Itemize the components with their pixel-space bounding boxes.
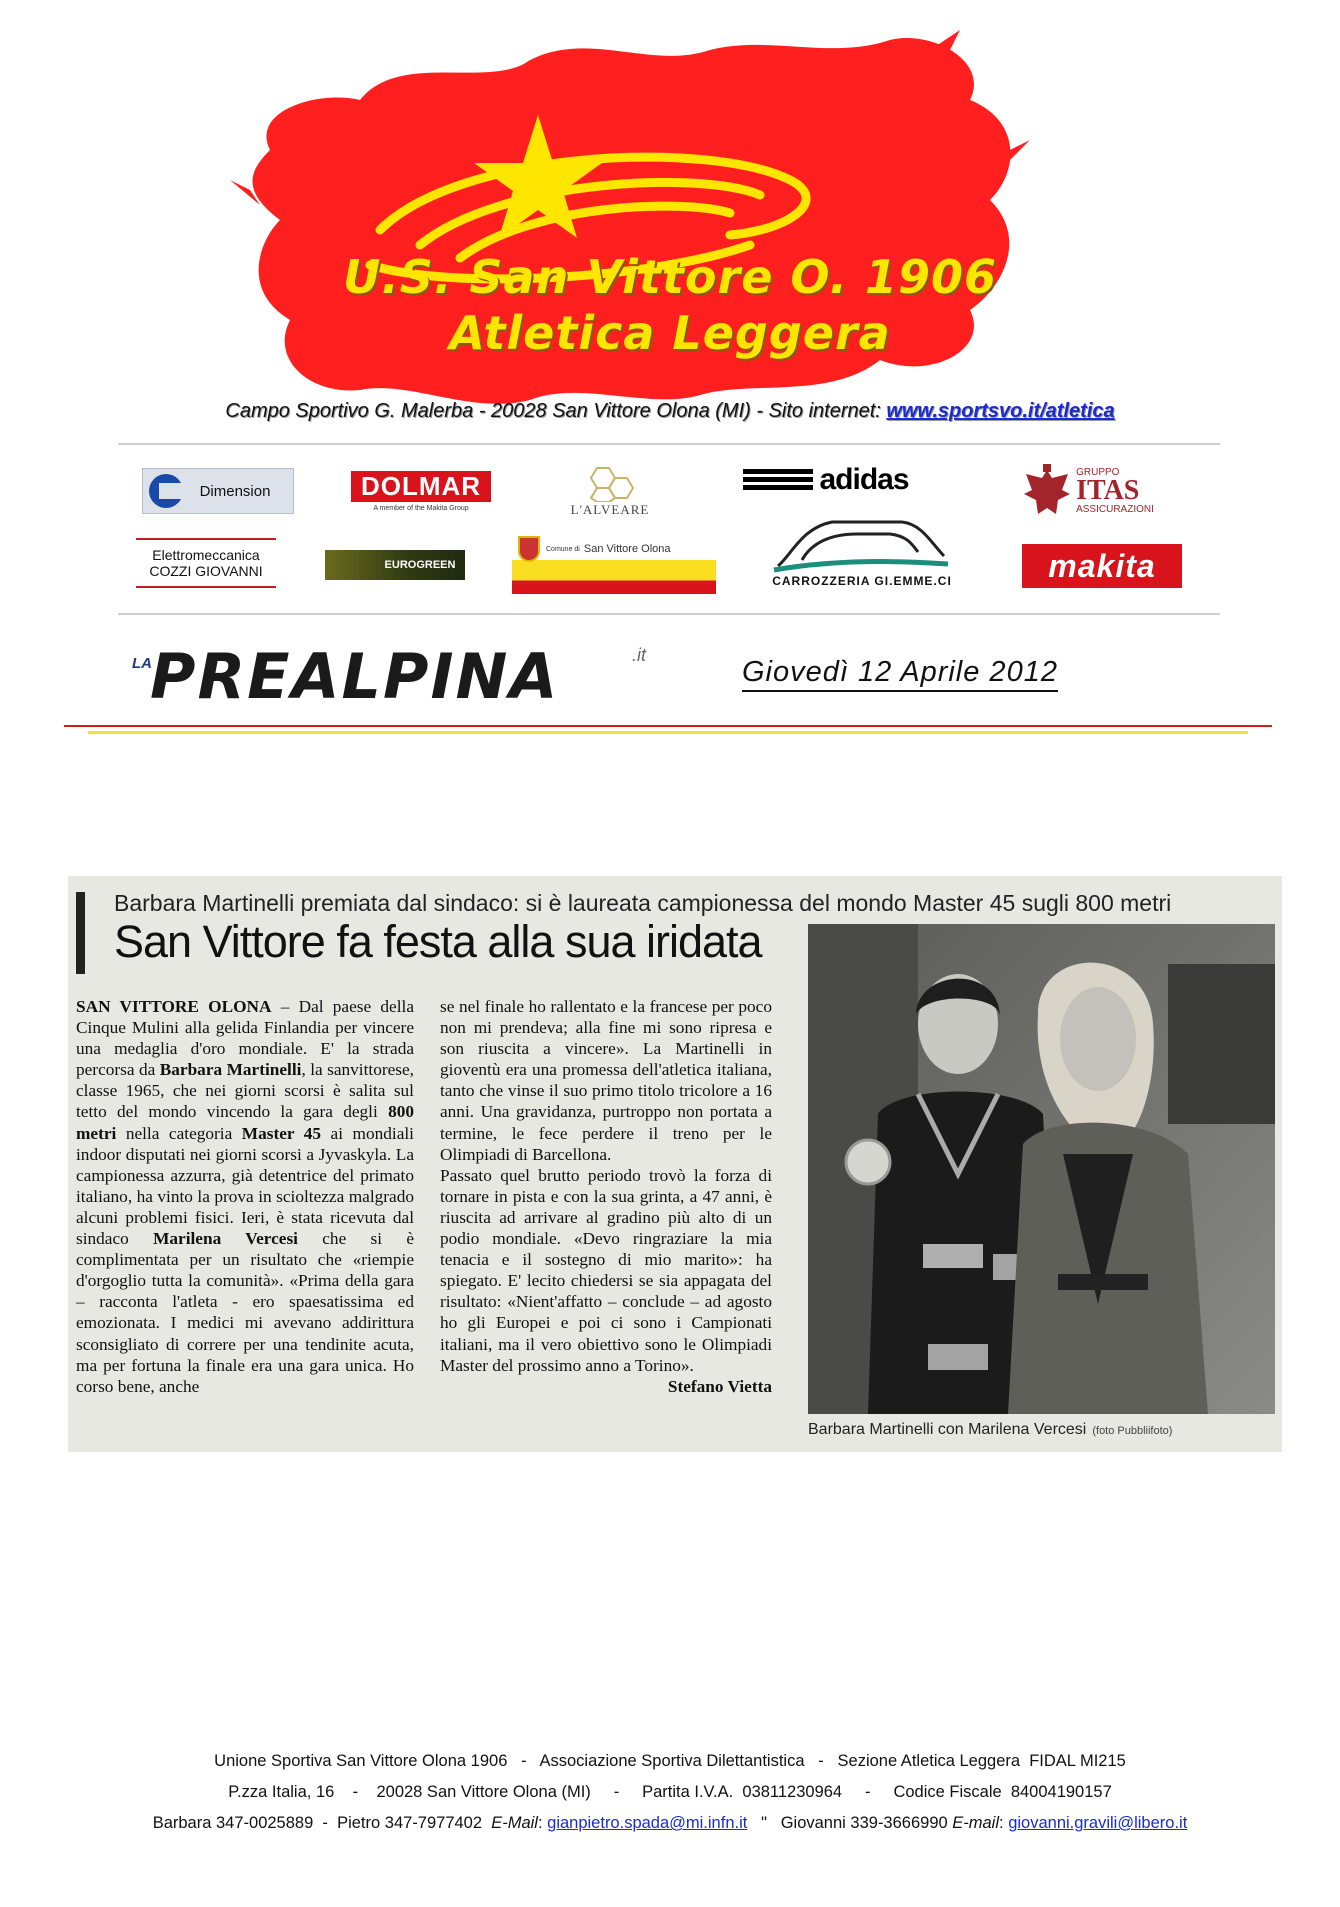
article-column-2 (440, 996, 772, 1397)
footer-separator: : (537, 1814, 548, 1832)
sponsor-comune-logo (512, 532, 716, 594)
caption-credit: (foto Pubbliifoto) (1092, 1425, 1173, 1437)
newspaper-logo: PREALPINA (150, 640, 560, 713)
website-link[interactable]: www.sportsvo.it/atletica (886, 400, 1115, 422)
dimension-c-inner (159, 483, 183, 499)
sponsor-carrozzeria-logo (762, 505, 962, 597)
alveare-text: L'ALVEARE (570, 502, 650, 517)
divider-middle (118, 613, 1220, 615)
footer-line-3 (0, 1814, 1340, 1833)
sponsor-dolmar-logo (350, 464, 492, 518)
text-run: – Dal paese della Cinque Mulini alla gelida Finlandia per vincere una medaglia d'oro mondiale. E' la strada percorsa da (76, 997, 414, 1080)
byline: Stefano Vietta (667, 1376, 772, 1396)
dateline: SAN VITTORE OLONA (76, 997, 272, 1016)
coat-of-arms-icon (518, 536, 540, 562)
sponsor-eurogreen-logo (325, 550, 465, 580)
yellow-divider (88, 731, 1248, 734)
article-photo (808, 924, 1275, 1414)
hexagon-icon (583, 466, 637, 502)
divider-top (118, 443, 1220, 445)
article-paragraph: se nel finale ho rallentato e la francese per poco non mi prendeva; alla fine mi sono ripresa e son riuscita a vincere». La Martinelli in gioventù era una promessa dell'atletica italiana, tanto che vinse il suo primo titolo tricolore a 16 anni. Una gravidanza, purtroppo non portata a termine, le fece perdere il treno per le Olimpiadi di Barcellona. (440, 997, 772, 1164)
cozzi-line2: COZZI GIOVANNI (149, 563, 263, 579)
newspaper-clipping (68, 876, 1282, 1452)
article-column-1 (76, 996, 414, 1397)
comune-text: San Vittore Olona (583, 543, 671, 555)
cozzi-line1: Elettromeccanica (152, 547, 260, 563)
sponsor-cozzi-logo (136, 538, 276, 588)
kicker-bar (76, 892, 85, 974)
itas-group-text: GRUPPO (1076, 467, 1120, 478)
newspaper-suffix: .it (632, 645, 647, 665)
newspaper-prefix: LA (132, 655, 152, 672)
footer-line-2: P.zza Italia, 16 - 20028 San Vittore Olona (MI) - Partita I.V.A. 03811230964 - Codice Fiscale 84004190157 (228, 1783, 1112, 1801)
text-run: ai mondiali indoor disputati nei giorni scorsi a Jyvaskyla. La campionessa azzurra, già detentrice del primato italiano, ha vinto la prova in scioltezza malgrado alcuni problemi fisici. Ieri, è stata ricevuta dal sindaco (76, 1123, 414, 1249)
publication-date: Giovedì 12 Aprile 2012 (742, 656, 1058, 692)
itas-text: ITAS (1076, 475, 1140, 506)
carrozzeria-text: CARROZZERIA GI.EMME.CI (772, 574, 952, 588)
text-run: che si è complimentata per un risultato che «riempie d'orgoglio tutta la comunità». «Prima della gara – racconta l'atleta - ero spaesatissima ed emozionata. I medici mi avevano addirittura sconsigliato di correre per una tendinite acuta, ma per fortuna la finale era una gara unica. Ho corso bene, anche (76, 1229, 415, 1396)
footer-phone-giovanni: " Giovanni 339-3666990 (747, 1814, 953, 1832)
email-label: E-Mail (491, 1814, 538, 1832)
sponsor-makita-logo (1022, 544, 1182, 588)
address-line (0, 400, 1340, 423)
photo-caption (808, 1421, 1172, 1439)
distance: 800 metri (76, 1102, 414, 1143)
article-paragraph: Passato quel brutto periodo trovò la forza di tornare in pista e con la sua grinta, a 47 anni, è riuscita ad arrivare al gradino più alto di un podio mondiale. «Devo ringraziare la mia tenacia e il sostegno di mio marito»: ha spiegato. E' lecito chiedersi se sia appagata del risultato: «Nient'affatto – conclude – ad agosto ho gli Europei e poi ci sono i Campionati italiani, ma il vero obiettivo sono le Olimpiadi Master del prossimo anno a Torino». (440, 1165, 772, 1375)
article-headline: San Vittore fa festa alla sua iridata (114, 916, 762, 967)
footer-phones: Barbara 347-0025889 - Pietro 347-7977402 (152, 1814, 492, 1832)
dimension-text: Dimension (199, 482, 271, 500)
footer-separator: : (999, 1814, 1009, 1832)
email-link-spada[interactable]: gianpietro.spada@mi.infn.it (547, 1814, 748, 1832)
text-run: , la sanvittorese, classe 1965, che nei giorni scorsi è salita sul tetto del mondo vincendo la gara degli (76, 1060, 414, 1122)
email-label: E-mail (952, 1814, 1000, 1832)
itas-subtitle: ASSICURAZIONI (1076, 504, 1154, 515)
text-run: nella categoria (116, 1123, 242, 1143)
footer-line-1: Unione Sportiva San Vittore Olona 1906 - Associazione Sportiva Dilettantistica - Sezione Atletica Leggera FIDAL MI215 (214, 1752, 1126, 1770)
mayor-head (1060, 987, 1136, 1091)
article-paragraph (76, 996, 414, 1397)
address-text: Campo Sportivo G. Malerba - 20028 San Vittore Olona (MI) - Sito internet: (225, 400, 887, 422)
medal-icon (846, 1140, 890, 1184)
eagle-icon (1022, 464, 1072, 518)
sponsor-adidas-logo (728, 462, 924, 498)
sponsor-itas-logo (1004, 462, 1172, 520)
sponsor-dimension-logo (142, 468, 294, 514)
dolmar-subtitle: A member of the Makita Group (373, 504, 469, 512)
article-kicker: Barbara Martinelli premiata dal sindaco: si è laureata campionessa del mondo Master 45 sugli 800 metri (114, 890, 1172, 916)
club-name-line1: U.S. San Vittore O. 1906 (342, 250, 998, 304)
eurogreen-text: EUROGREEN (384, 559, 456, 571)
category: Master 45 (241, 1123, 322, 1143)
mayor-name: Marilena Vercesi (153, 1229, 298, 1249)
photo-illustration (808, 924, 1275, 1414)
athlete-name: Barbara Martinelli (159, 1060, 302, 1080)
club-name-line2: Atletica Leggera (449, 306, 891, 360)
adidas-text: adidas (819, 463, 909, 496)
red-divider (64, 725, 1272, 727)
car-outline-icon (772, 514, 952, 574)
adidas-stripes-icon (743, 469, 813, 491)
comune-prefix: Comune di (546, 546, 580, 553)
dolmar-text: DOLMAR (351, 471, 491, 502)
makita-text: makita (1048, 547, 1156, 584)
email-link-gravili[interactable]: giovanni.gravili@libero.it (1008, 1814, 1188, 1832)
caption-text: Barbara Martinelli con Marilena Vercesi (808, 1421, 1087, 1438)
sponsor-alveare-logo (560, 462, 660, 522)
